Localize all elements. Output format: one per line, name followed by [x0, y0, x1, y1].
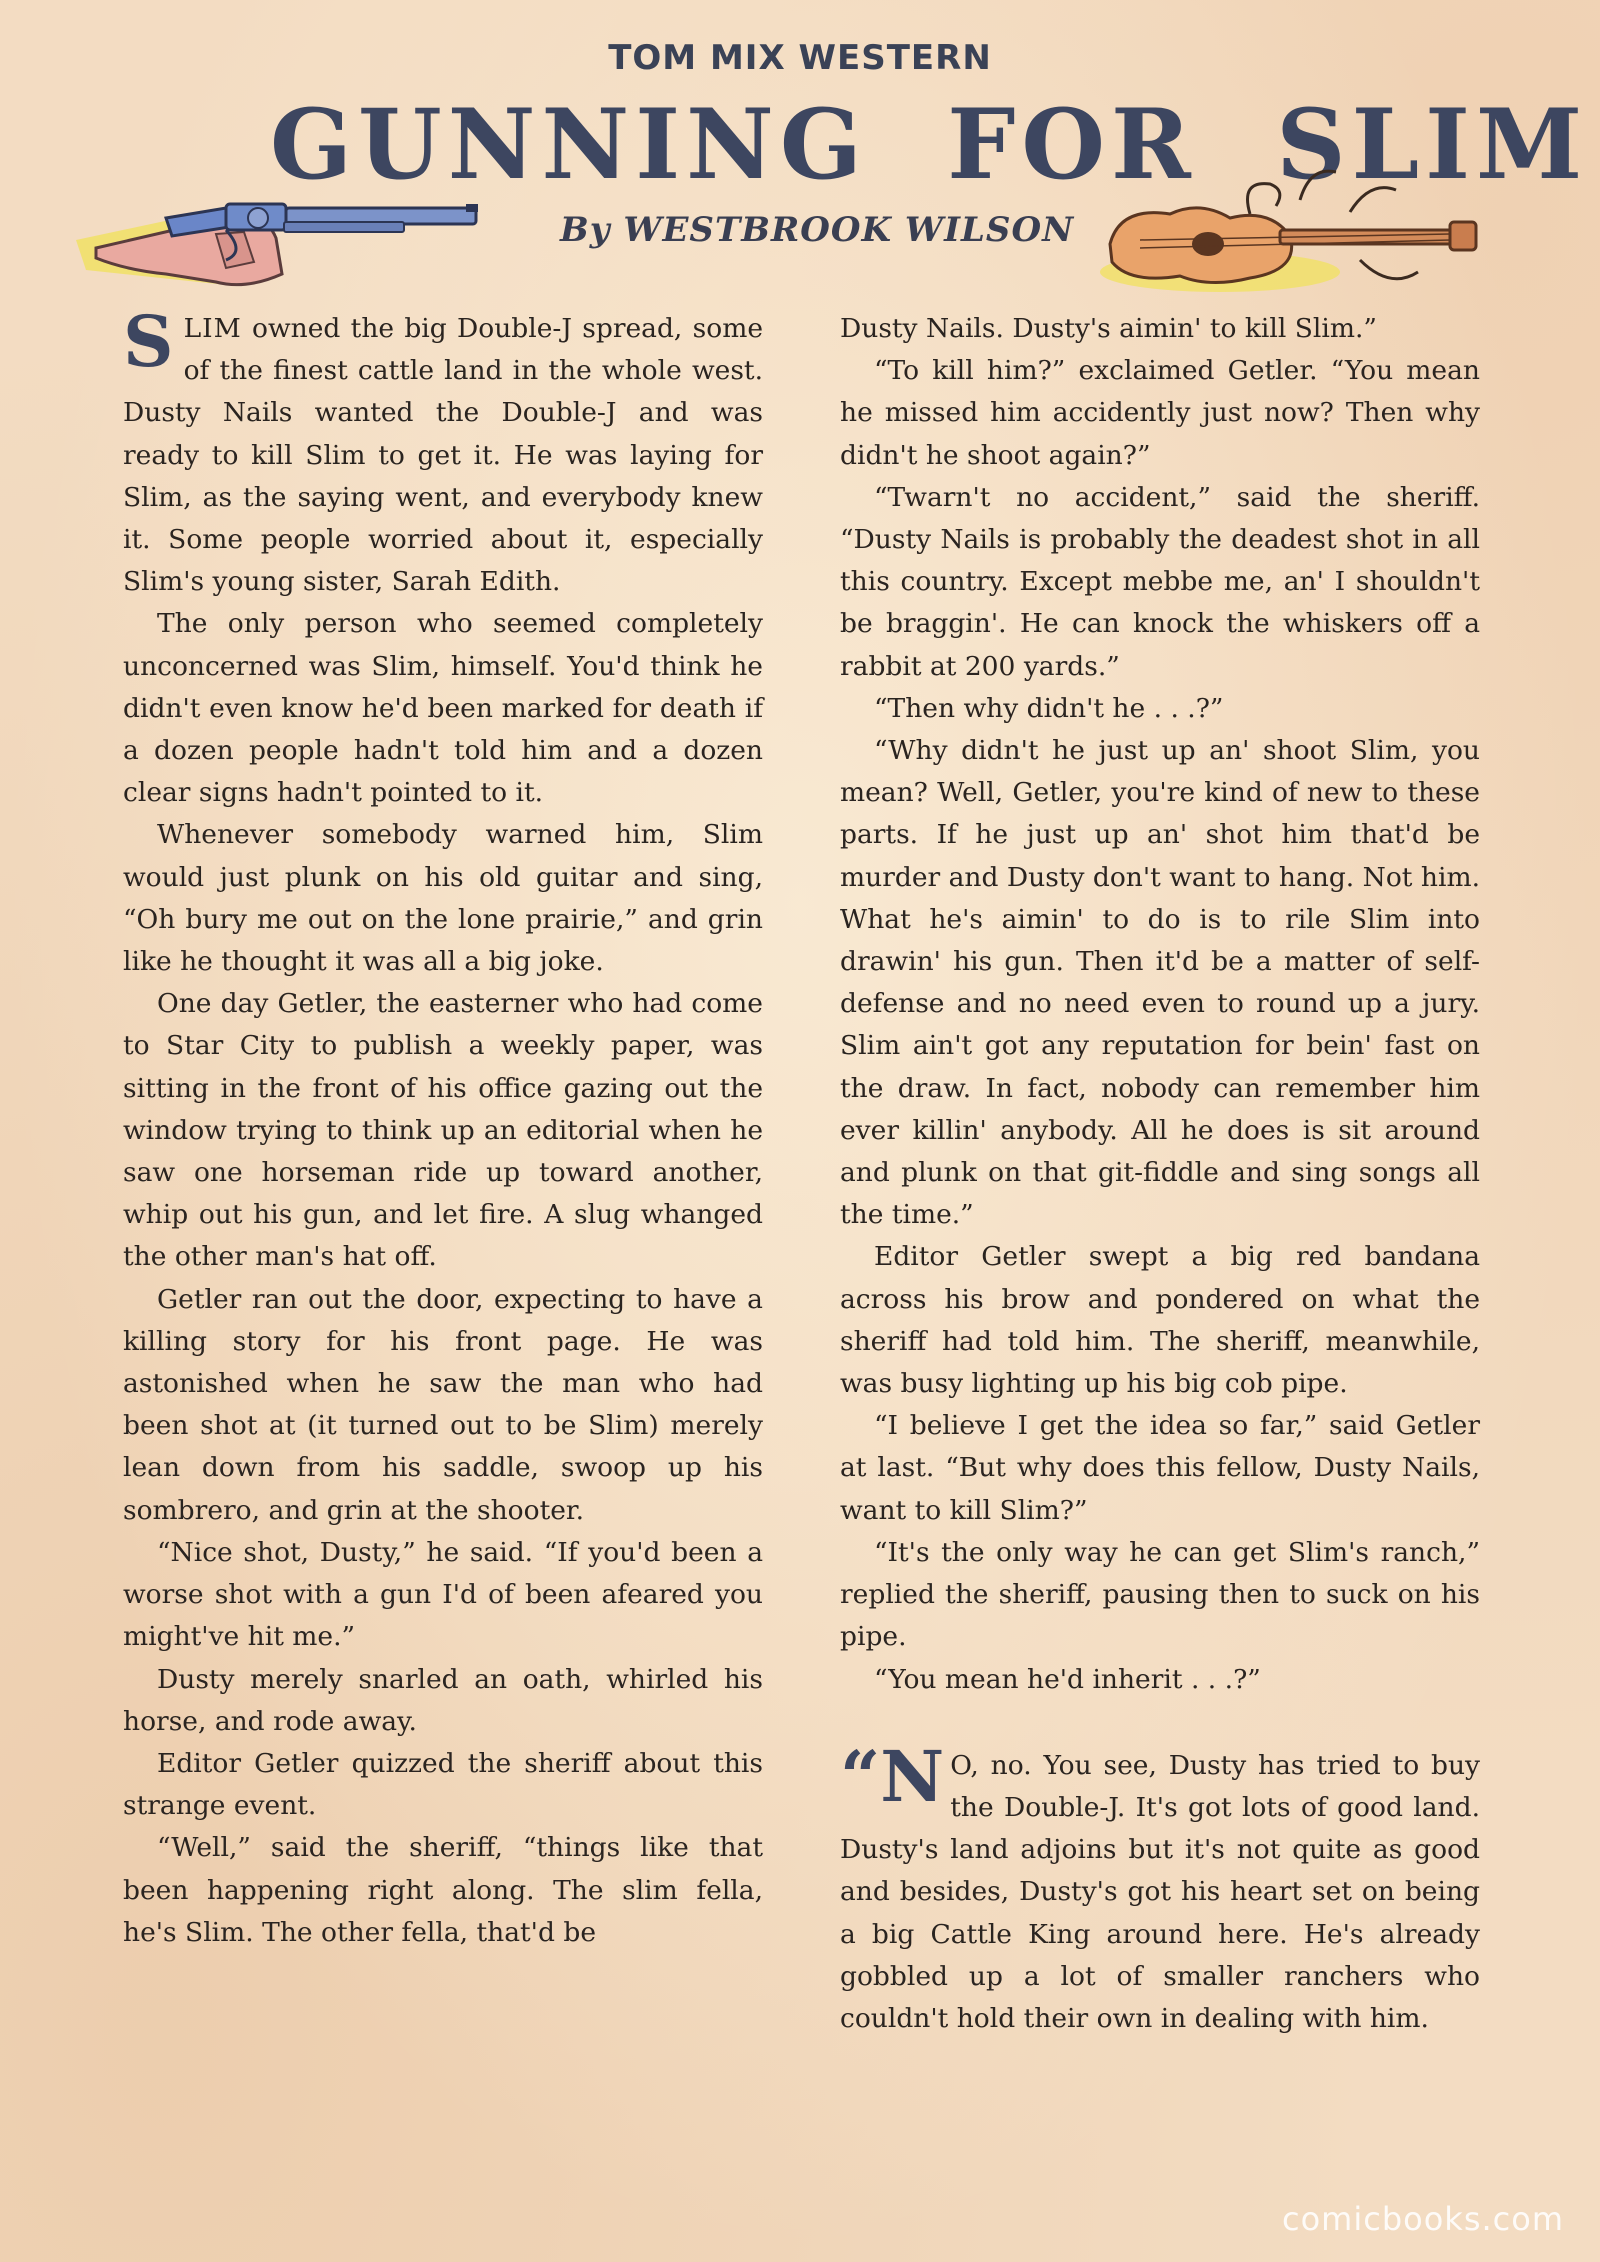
- story-title: GUNNING FOR SLIM: [270, 88, 1589, 201]
- paragraph: “To kill him?” exclaimed Getler. “You mean he missed him accidently just now? Then why didn't he shoot again?”: [840, 355, 1480, 471]
- paragraph: Editor Getler swept a big red bandana across his brow and pondered on what the sheriff had told him. The sheriff, meanwhile, was busy lighting up his big cob pipe.: [840, 1241, 1480, 1400]
- left-column: [123, 300, 763, 1954]
- paragraph: “Twarn't no accident,” said the sheriff. “Dusty Nails is probably the deadest shot in all this country. Except mebbe me, an' I shouldn't be braggin'. He can knock the whiskers off a rabbit at 200 yards.”: [840, 481, 1480, 682]
- watermark: comicbooks.com: [1281, 2200, 1564, 2238]
- right-column: [840, 308, 1480, 2040]
- paragraph-text: owned the big Double-J spread, some of the finest cattle land in the whole west. Dusty Nails wanted the Double-J and was ready to kill Slim to get it. He was laying for Slim, as the saying went, and everybody knew it. Some people worried about it, especially Slim's young sister, Sarah Edith.: [123, 313, 763, 598]
- paragraph: [840, 1734, 1480, 2040]
- paragraph: [123, 300, 763, 603]
- paragraph-text: O, no. You see, Dusty has tried to buy the Double-J. It's got lots of good land. Dusty's land adjoins but it's not quite as good and besides, Dusty's got his heart set on being a big Cattle King around here. He's already gobbled up a lot of smaller ranchers who couldn't hold their own in dealing with him.: [840, 1749, 1480, 2034]
- byline: By WESTBROOK WILSON: [560, 210, 1075, 250]
- paragraph: “Well,” said the sheriff, “things like that been happening right along. The slim fella, he's Slim. The other fella, that'd be: [123, 1832, 763, 1948]
- paragraph: Whenever somebody warned him, Slim would just plunk on his old guitar and sing, “Oh bury me out on the lone prairie,” and grin like he thought it was all a big joke.: [123, 819, 763, 978]
- paragraph: “I believe I get the idea so far,” said Getler at last. “But why does this fellow, Dusty Nails, want to kill Slim?”: [840, 1410, 1480, 1526]
- paragraph: “You mean he'd inherit . . .?”: [874, 1663, 1261, 1695]
- paragraph: “Nice shot, Dusty,” he said. “If you'd been a worse shot with a gun I'd of been afeared you might've hit me.”: [123, 1536, 763, 1653]
- paragraph: “It's the only way he can get Slim's ranch,” replied the sheriff, pausing then to suck on his pipe.: [840, 1536, 1480, 1653]
- guitar-icon: [1100, 160, 1480, 300]
- series-title: TOM MIX WESTERN: [608, 38, 992, 78]
- drop-cap: “N: [840, 1734, 945, 1818]
- paragraph: “Then why didn't he . . .?”: [874, 692, 1224, 724]
- paragraph: “Why didn't he just up an' shoot Slim, you mean? Well, Getler, you're kind of new to these parts. If he just up an' shot him that'd be murder and Dusty don't want to hang. Not him. What he's aimin' to do is to rile Slim into drawin' his gun. Then it'd be a matter of self-defense and no need even to round up a jury. Slim ain't got any reputation for bein' fast on the draw. In fact, nobody can remember him ever killin' anybody. All he does is sit around and plunk on that git-fiddle and sing songs all the time.”: [840, 735, 1480, 1231]
- lead-word: LIM: [183, 313, 242, 344]
- drop-cap: S: [123, 300, 174, 383]
- paragraph: The only person who seemed completely unconcerned was Slim, himself. You'd think he didn't even know he'd been marked for death if a dozen people hadn't told him and a dozen clear signs hadn't pointed to it.: [123, 608, 763, 809]
- paragraph: One day Getler, the easterner who had come to Star City to publish a weekly paper, was sitting in the front of his office gazing out the window trying to think up an editorial when he saw one horseman ride up toward another, whip out his gun, and let fire. A slug whanged the other man's hat off.: [123, 988, 763, 1273]
- paragraph: Getler ran out the door, expecting to have a killing story for his front page. He was astonished when he saw the man who had been shot at (it turned out to be Slim) merely lean down from his saddle, swoop up his sombrero, and grin at the shooter.: [123, 1283, 763, 1526]
- paragraph: Editor Getler quizzed the sheriff about this strange event.: [123, 1747, 763, 1822]
- paragraph: Dusty Nails. Dusty's aimin' to kill Slim.”: [840, 313, 1377, 344]
- paragraph: Dusty merely snarled an oath, whirled his horse, and rode away.: [123, 1663, 763, 1737]
- revolver-in-hand-icon: [76, 178, 496, 298]
